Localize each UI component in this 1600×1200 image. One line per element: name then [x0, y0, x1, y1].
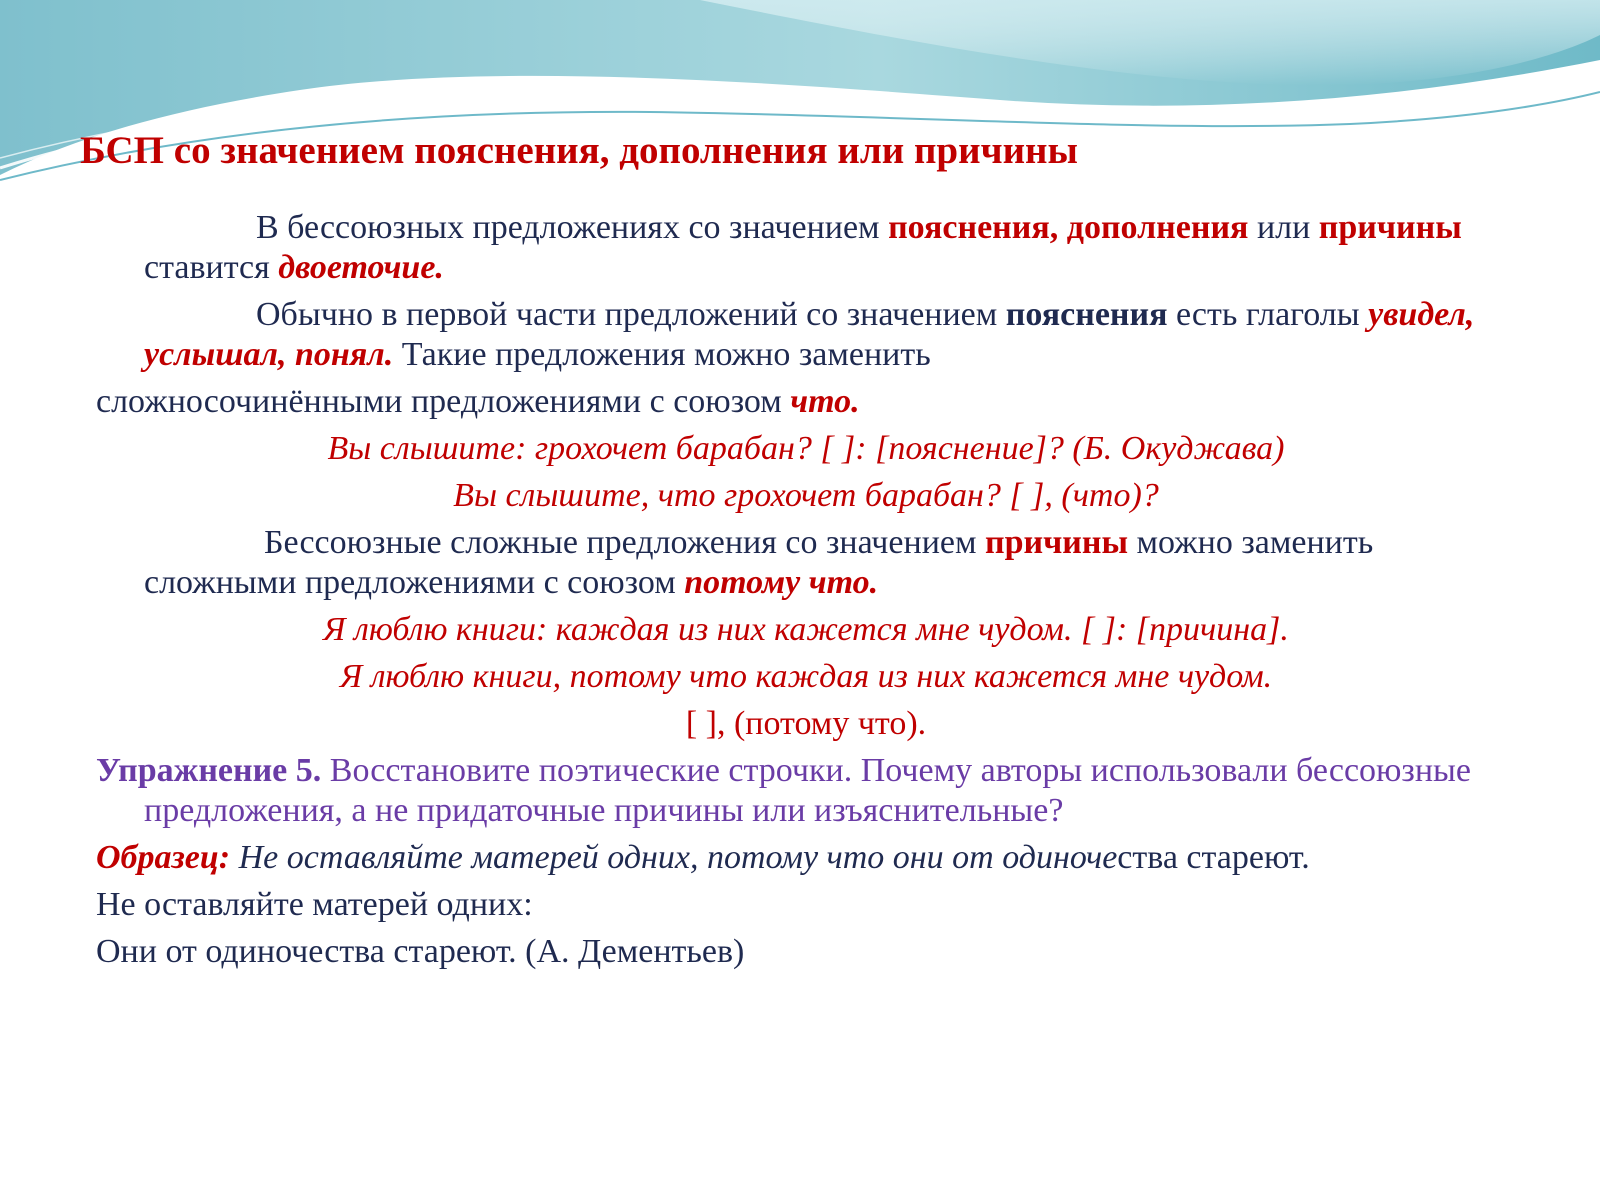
text-span: Такие предложения можно заменить — [393, 336, 931, 373]
text-span: можно заменить сложными предложениями с союзом — [144, 524, 1374, 601]
example-sentence-3: Я люблю книги: каждая из них кажется мне чудом. [ ]: [причина]. — [323, 611, 1289, 648]
text-span: В бессоюзных предложениях со значением — [256, 209, 889, 246]
poem-line-1: Не оставляйте матерей одних: — [96, 886, 533, 923]
highlight-term: что. — [790, 383, 860, 420]
sample-label: Образец: — [96, 839, 231, 876]
text-span: Обычно в первой части предложений со значением — [256, 296, 1006, 333]
text-span: ставится — [144, 249, 279, 286]
highlight-term: двоеточие. — [278, 249, 444, 286]
highlight-term: причины — [1318, 209, 1462, 246]
exercise-label: Упражнение 5. — [96, 752, 322, 789]
highlight-term: увидел, услышал, понял. — [144, 296, 1475, 373]
paragraph-cause-rule — [96, 523, 1516, 603]
highlight-term: пояснения, дополнения — [888, 209, 1249, 246]
example-sentence-4: Я люблю книги, потому что каждая из них кажется мне чудом. — [339, 658, 1273, 695]
paragraph-explanation-verbs — [96, 295, 1516, 375]
slide-body — [96, 208, 1516, 979]
text-span: или — [1248, 209, 1319, 246]
highlight-term: причины — [985, 524, 1128, 561]
highlight-term: потому что. — [684, 564, 879, 601]
sample-line — [96, 838, 1516, 878]
sample-text: Не оставляйте матерей одних, потому что они от одиноче — [230, 839, 1118, 876]
example-sentence-1: Вы слышите: грохочет барабан? [ ]: [пояснение]? (Б. Окуджава) — [327, 430, 1285, 467]
exercise-text: Восстановите поэтические строчки. Почему авторы использовали бессоюзные предложения, а не придаточные причины или изъяснительные? — [144, 752, 1471, 829]
sample-text-tail: ства стареют. — [1117, 839, 1310, 876]
paragraph-replacement-note — [96, 382, 1516, 422]
exercise-task — [96, 751, 1516, 831]
text-span: сложносочинёнными предложениями с союзом — [96, 383, 791, 420]
text-span: Бессоюзные сложные предложения со значением — [264, 524, 985, 561]
scheme-cause: [ ], (потому что). — [685, 705, 927, 742]
paragraph-punctuation-rule — [96, 208, 1516, 288]
example-sentence-2: Вы слышите, что грохочет барабан? [ ], (что)? — [453, 477, 1159, 514]
text-span: есть глаголы — [1167, 296, 1369, 333]
highlight-term: пояснения — [1005, 296, 1168, 333]
poem-line-2: Они от одиночества стареют. (А. Дементьев) — [96, 933, 745, 970]
page-title: БСП со значением пояснения, дополнения или причины — [80, 129, 1078, 172]
